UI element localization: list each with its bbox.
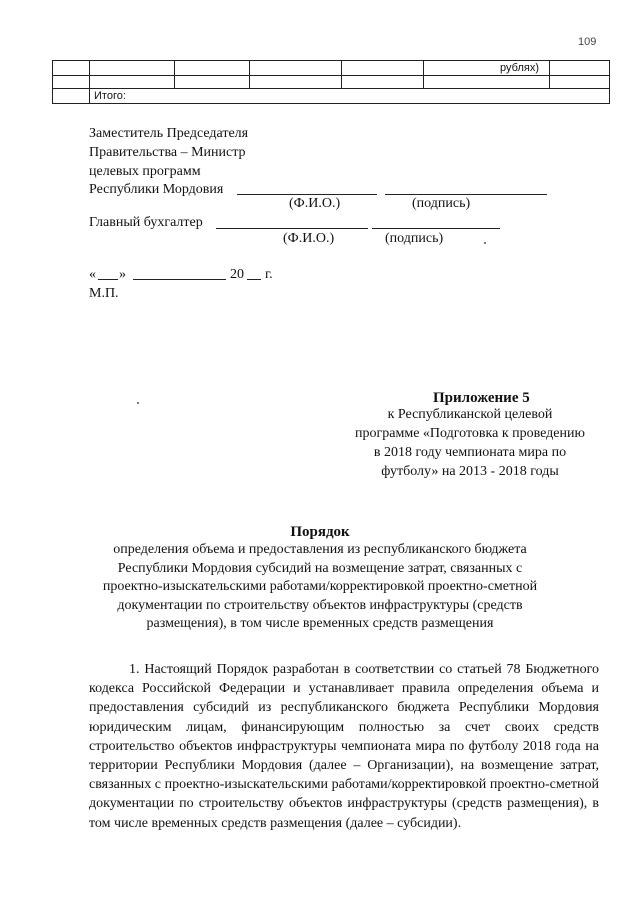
deputy-title-line-1: Заместитель Председателя bbox=[89, 126, 249, 141]
accountant-fio-caption: (Ф.И.О.) bbox=[283, 231, 335, 246]
deputy-title-line-3: целевых программ bbox=[89, 164, 201, 179]
deputy-signature-line bbox=[385, 194, 547, 195]
date-open-quote: « bbox=[89, 267, 96, 282]
stray-mark bbox=[137, 402, 139, 404]
appendix-line-1: к Республиканской целевой bbox=[387, 407, 553, 422]
deputy-signature-caption: (подпись) bbox=[412, 196, 471, 211]
table-total-label: Итого: bbox=[94, 90, 126, 102]
paragraph-1: 1. Настоящий Порядок разработан в соответствии со статьей 78 Бюджетного кодекса Российской Федерации и устанавливает правила определения объема и предоставления субсидий из республиканского бюджета Республики Мордовия юридическим лицам, финансирующим полностью за счет своих средств строительство объектов инфраструктуры чемпионата мира по футболу 2018 года на территории Республики Мордовия (далее – Организации), на возмещение затрат, связанных с проектно-изыскательскими работами/корректировкой проектно-сметной документации по строительству объектов инфраструктуры (средств размещения), в том числе временных средств размещения (далее – субсидии). bbox=[89, 662, 599, 831]
appendix-title: Приложение 5 bbox=[433, 390, 530, 406]
date-close-quote: » bbox=[119, 267, 126, 282]
date-year-suffix: г. bbox=[265, 267, 273, 282]
procedure-title: Порядок bbox=[290, 524, 350, 540]
appendix-line-2: программе «Подготовка к проведению bbox=[355, 426, 585, 441]
procedure-subtitle-line-4: документации по строительству объектов инфраструктуры (средств bbox=[117, 598, 523, 613]
accountant-fio-line bbox=[216, 228, 368, 229]
seal-label: М.П. bbox=[89, 286, 119, 301]
procedure-subtitle-line-5: размещения), в том числе временных средств размещения bbox=[146, 616, 494, 631]
date-month-line bbox=[133, 279, 226, 280]
deputy-title-line-4: Республики Мордовия bbox=[89, 182, 224, 197]
stray-mark bbox=[484, 242, 486, 244]
procedure-subtitle-line-1: определения объема и предоставления из республиканского бюджета bbox=[113, 542, 527, 557]
budget-table bbox=[52, 60, 610, 104]
accountant-label: Главный бухгалтер bbox=[89, 215, 203, 230]
procedure-subtitle-line-2: Республики Мордовия субсидий на возмещение затрат, связанных с bbox=[117, 561, 523, 576]
date-day-line bbox=[98, 279, 118, 280]
date-year-line bbox=[247, 279, 261, 280]
table-header-fragment: рублях) bbox=[500, 62, 539, 74]
table-row bbox=[53, 89, 610, 104]
accountant-signature-caption: (подпись) bbox=[385, 231, 444, 246]
deputy-fio-caption: (Ф.И.О.) bbox=[289, 196, 341, 211]
procedure-subtitle-line-3: проектно-изыскательскими работами/корректировкой проектно-сметной bbox=[102, 579, 538, 594]
date-year-prefix: 20 bbox=[230, 267, 244, 282]
deputy-title-line-2: Правительства – Министр bbox=[89, 145, 246, 160]
table-row bbox=[53, 61, 610, 76]
appendix-line-3: в 2018 году чемпионата мира по bbox=[373, 445, 567, 460]
table-row bbox=[53, 76, 610, 89]
accountant-signature-line bbox=[372, 228, 500, 229]
page-number: 109 bbox=[578, 36, 597, 48]
deputy-fio-line bbox=[237, 194, 377, 195]
appendix-line-4: футболу» на 2013 - 2018 годы bbox=[381, 464, 559, 479]
